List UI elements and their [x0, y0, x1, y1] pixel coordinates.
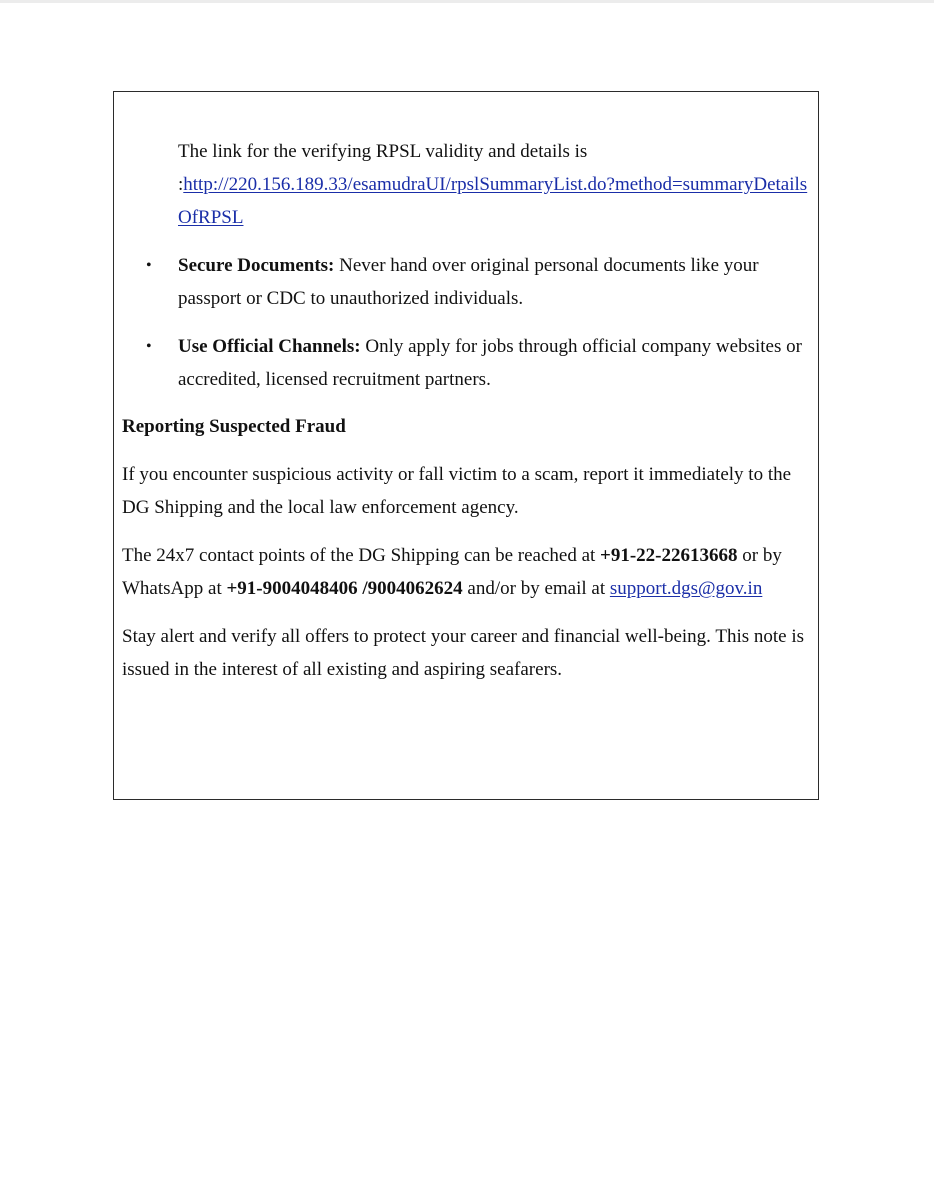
bullet-marker-official-channels: • [146, 338, 152, 355]
contact-phone: +91-22-22613668 [600, 545, 738, 566]
contact-line1 [122, 539, 782, 572]
bullet-official-channels-title: Use Official Channels: [178, 336, 361, 357]
reporting-para-line2: DG Shipping and the local law enforcement agency. [122, 497, 519, 518]
rpsl-link-part2[interactable]: OfRPSL [178, 207, 244, 228]
closing-line1: Stay alert and verify all offers to protect your career and financial well-being. This note is [122, 626, 804, 647]
contact-line2 [122, 572, 762, 605]
contact-line1-suffix: or by [737, 545, 782, 566]
reporting-para-line1: If you encounter suspicious activity or fall victim to a scam, report it immediately to the [122, 464, 792, 485]
closing-line2: issued in the interest of all existing and aspiring seafarers. [122, 659, 563, 680]
reporting-heading-text: Reporting Suspected Fraud [122, 416, 346, 437]
rpsl-link-line-2 [178, 201, 243, 234]
contact-line1-prefix: The 24x7 contact points of the DG Shipping can be reached at [122, 545, 601, 566]
rpsl-link-part1[interactable]: http://220.156.189.33/esamudraUI/rpslSummaryList.do?method=summaryDetails [183, 174, 808, 195]
contact-line2-prefix: WhatsApp at [122, 578, 227, 599]
bullet-marker-secure-documents: • [146, 257, 152, 274]
bullet-secure-documents-line2: passport or CDC to unauthorized individuals. [178, 288, 524, 309]
rpsl-intro-text: The link for the verifying RPSL validity and details is [178, 141, 588, 162]
page-top-rule [0, 0, 934, 3]
bullet-official-channels-text: Only apply for jobs through official company websites or [360, 336, 802, 357]
rpsl-colon: : [178, 174, 184, 195]
contact-whatsapp: +91-9004048406 /9004062624 [226, 578, 463, 599]
bullet-secure-documents-line1 [178, 249, 759, 282]
reporting-heading [122, 410, 346, 443]
contact-email-link[interactable]: support.dgs@gov.in [609, 578, 763, 599]
notice-box [113, 91, 819, 800]
contact-line2-middle: and/or by email at [462, 578, 610, 599]
bullet-official-channels-line1 [178, 330, 802, 363]
bullet-official-channels-line2: accredited, licensed recruitment partners. [178, 369, 491, 390]
rpsl-link-line [178, 168, 807, 201]
bullet-secure-documents-text: Never hand over original personal documents like your [334, 255, 759, 276]
bullet-secure-documents-title: Secure Documents: [178, 255, 335, 276]
